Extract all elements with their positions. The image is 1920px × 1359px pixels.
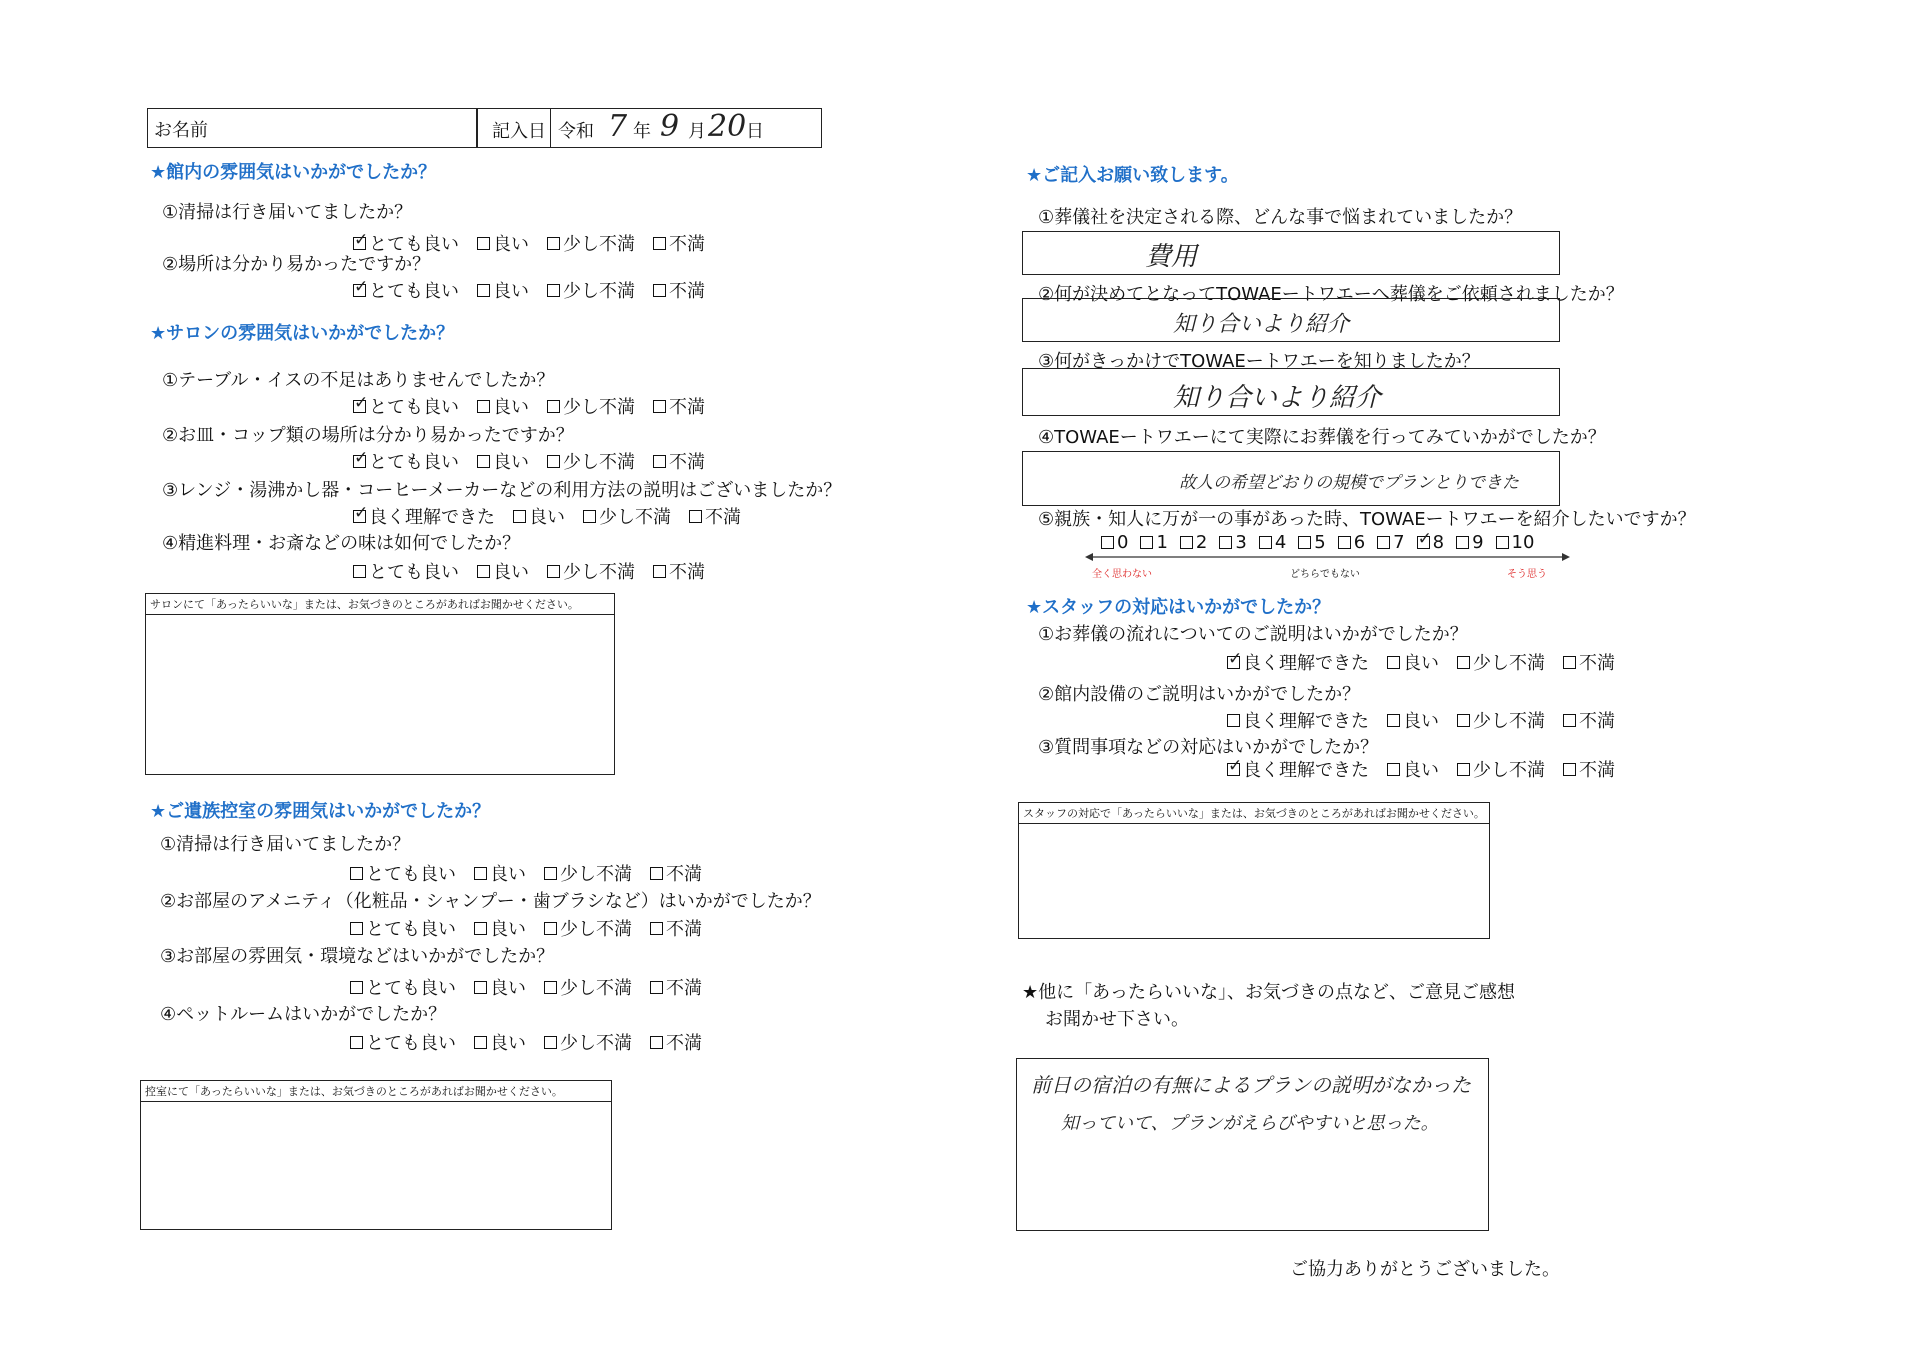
checkbox[interactable] <box>653 565 666 578</box>
checked-checkbox[interactable] <box>1417 536 1430 549</box>
option-label: 良く理解できた <box>369 507 495 528</box>
option-label: 3 <box>1235 532 1247 553</box>
request-a3-text: 知り合いより紹介 <box>1173 383 1382 413</box>
request-a1-text: 費用 <box>1145 242 1198 272</box>
salon-q1-options <box>353 393 705 419</box>
year-value: 7 <box>608 109 628 144</box>
family-room-q4-options <box>350 1029 702 1055</box>
option-label: 良い <box>1403 653 1439 674</box>
option-label: 1 <box>1156 532 1168 553</box>
option[interactable] <box>1457 649 1545 675</box>
request-q5: ⑤親族・知人に万が一の事があった時、TOWAEートワエーを紹介したいですか？ <box>1038 509 1696 530</box>
checkbox[interactable] <box>544 981 557 994</box>
option[interactable] <box>544 915 632 941</box>
option-label: 良い <box>529 507 565 528</box>
year-label: 年 <box>633 121 651 142</box>
option[interactable] <box>474 860 526 886</box>
option-label: 8 <box>1432 532 1445 553</box>
option[interactable] <box>1387 649 1439 675</box>
family-room-q1: ①清掃は行き届いてましたか？ <box>160 834 411 855</box>
option[interactable] <box>650 915 702 941</box>
salon-heading: ★サロンの雰囲気はいかがでしたか？ <box>150 323 455 344</box>
checkbox[interactable] <box>1227 714 1240 727</box>
option[interactable] <box>653 277 705 303</box>
checkbox[interactable] <box>1387 714 1400 727</box>
month-value: 9 <box>660 109 680 144</box>
checkbox[interactable] <box>474 981 487 994</box>
option-label: とても良い <box>369 281 459 302</box>
staff-q1: ①お葬儀の流れについてのご説明はいかがでしたか？ <box>1038 624 1468 645</box>
checkbox[interactable] <box>1457 714 1470 727</box>
checkbox[interactable] <box>1496 536 1509 549</box>
hall-q2: ②場所は分かり易かったですか？ <box>162 254 431 275</box>
checkbox[interactable] <box>547 400 560 413</box>
hall-q1: ①清掃は行き届いてましたか？ <box>162 202 413 223</box>
checkbox[interactable] <box>1387 763 1400 776</box>
option-label: 不満 <box>666 978 702 999</box>
date-label: 記入日 <box>492 121 546 142</box>
option[interactable] <box>1227 756 1369 782</box>
option-label: 少し不満 <box>560 919 632 940</box>
checked-checkbox[interactable] <box>353 510 366 523</box>
option[interactable] <box>1227 649 1369 675</box>
checkbox[interactable] <box>650 922 663 935</box>
option-label: 少し不満 <box>1473 711 1545 732</box>
option[interactable] <box>350 915 456 941</box>
option-label: 不満 <box>666 919 702 940</box>
option-label: 不満 <box>669 281 705 302</box>
request-a1-box[interactable] <box>1022 231 1560 275</box>
checked-checkbox[interactable] <box>353 455 366 468</box>
scale-high-label: そう思う <box>1507 569 1547 580</box>
request-heading: ★ご記入お願い致します。 <box>1026 165 1239 186</box>
checkbox[interactable] <box>474 1036 487 1049</box>
option[interactable] <box>353 393 459 419</box>
option[interactable] <box>544 860 632 886</box>
option[interactable] <box>650 1029 702 1055</box>
option[interactable] <box>650 860 702 886</box>
checked-checkbox[interactable] <box>353 237 366 250</box>
checkbox[interactable] <box>653 400 666 413</box>
checkbox[interactable] <box>1298 536 1311 549</box>
option-label: 少し不満 <box>563 397 635 418</box>
checked-checkbox[interactable] <box>1227 763 1240 776</box>
option-label: とても良い <box>369 234 459 255</box>
option-label: 少し不満 <box>1473 760 1545 781</box>
option-label: 良く理解できた <box>1243 653 1369 674</box>
checkbox[interactable] <box>1101 536 1114 549</box>
option[interactable] <box>653 230 705 256</box>
other-prompt-line2: お聞かせ下さい。 <box>1045 1009 1189 1030</box>
option-label: 良い <box>493 281 529 302</box>
checkbox[interactable] <box>1457 763 1470 776</box>
option[interactable] <box>547 393 635 419</box>
hall-heading: ★館内の雰囲気はいかがでしたか？ <box>150 162 437 183</box>
option[interactable] <box>689 503 741 529</box>
date-divider <box>550 109 551 147</box>
option[interactable] <box>650 974 702 1000</box>
option[interactable] <box>477 558 529 584</box>
request-a4-text: 故人の希望どおりの規模でプランとりできた <box>1179 473 1519 493</box>
scale-low-label: 全く思わない <box>1092 569 1152 580</box>
option[interactable] <box>477 277 529 303</box>
salon-q2: ②お皿・コップ類の場所は分かり易かったですか？ <box>162 425 574 446</box>
checkbox[interactable] <box>547 284 560 297</box>
staff-q3-options <box>1227 756 1615 782</box>
staff-q2-options <box>1227 707 1615 733</box>
checkbox[interactable] <box>650 1036 663 1049</box>
option-label: 5 <box>1314 532 1326 553</box>
option-label: 不満 <box>666 1033 702 1054</box>
day-label: 日 <box>746 121 764 142</box>
option-label: 不満 <box>1579 711 1615 732</box>
checkbox[interactable] <box>477 284 490 297</box>
option-label: 不満 <box>666 864 702 885</box>
checkbox[interactable] <box>547 237 560 250</box>
request-q1: ①葬儀社を決定される際、どんな事で悩まれていましたか？ <box>1038 207 1523 228</box>
option-label: 不満 <box>669 562 705 583</box>
checkbox[interactable] <box>1259 536 1272 549</box>
option-label: 良い <box>490 864 526 885</box>
checkbox[interactable] <box>544 922 557 935</box>
option-label: 不満 <box>669 397 705 418</box>
option[interactable] <box>353 503 495 529</box>
option[interactable] <box>477 393 529 419</box>
option-label: 不満 <box>1579 760 1615 781</box>
name-label: お名前 <box>154 120 208 141</box>
checkbox[interactable] <box>1563 656 1576 669</box>
family-room-q2-options <box>350 915 702 941</box>
month-label: 月 <box>688 121 706 142</box>
option[interactable] <box>1563 756 1615 782</box>
option-label: 良い <box>1403 760 1439 781</box>
option[interactable] <box>1457 756 1545 782</box>
option-label: 不満 <box>1579 653 1615 674</box>
staff-q2: ②館内設備のご説明はいかがでしたか？ <box>1038 684 1361 705</box>
option-label: 少し不満 <box>563 281 635 302</box>
salon-q4-options <box>353 558 705 584</box>
salon-q2-options <box>353 448 705 474</box>
option-label: 良く理解できた <box>1243 711 1369 732</box>
checkbox[interactable] <box>650 981 663 994</box>
checkbox[interactable] <box>1563 714 1576 727</box>
family-room-q3-options <box>350 974 702 1000</box>
checkbox[interactable] <box>1457 656 1470 669</box>
salon-comment-box[interactable] <box>145 593 615 775</box>
option[interactable] <box>474 915 526 941</box>
checkbox[interactable] <box>1377 536 1390 549</box>
option-label: 少し不満 <box>560 978 632 999</box>
option-label: 少し不満 <box>563 562 635 583</box>
option-label: 不満 <box>705 507 741 528</box>
checkbox[interactable] <box>474 922 487 935</box>
option-label: 良い <box>1403 711 1439 732</box>
checkbox[interactable] <box>689 510 702 523</box>
salon-q3-options <box>353 503 741 529</box>
name-field[interactable] <box>147 108 477 148</box>
option[interactable] <box>353 277 459 303</box>
staff-heading: ★スタッフの対応はいかがでしたか？ <box>1026 597 1331 618</box>
family-room-q4: ④ペットルームはいかがでしたか？ <box>160 1004 447 1025</box>
option[interactable] <box>547 230 635 256</box>
checkbox[interactable] <box>544 1036 557 1049</box>
option-label: 0 <box>1117 532 1129 553</box>
option-label: 良い <box>493 397 529 418</box>
option[interactable] <box>547 558 635 584</box>
option[interactable] <box>583 503 671 529</box>
option-label: とても良い <box>369 452 459 473</box>
option-label: とても良い <box>366 864 456 885</box>
checkbox[interactable] <box>1456 536 1469 549</box>
checkbox[interactable] <box>1140 536 1153 549</box>
checkbox[interactable] <box>350 1036 363 1049</box>
option[interactable] <box>653 393 705 419</box>
option-label: 良い <box>490 919 526 940</box>
option-label: 良く理解できた <box>1243 760 1369 781</box>
option[interactable] <box>547 448 635 474</box>
staff-q3: ③質問事項などの対応はいかがでしたか？ <box>1038 737 1379 758</box>
option[interactable] <box>547 277 635 303</box>
option-label: とても良い <box>366 919 456 940</box>
request-q4: ④TOWAEートワエーにて実際にお葬儀を行ってみていかがでしたか？ <box>1038 427 1606 448</box>
option-label: 少し不満 <box>560 864 632 885</box>
checkbox[interactable] <box>350 922 363 935</box>
option[interactable] <box>1387 707 1439 733</box>
option[interactable] <box>474 1029 526 1055</box>
checkbox[interactable] <box>583 510 596 523</box>
option-label: とても良い <box>369 397 459 418</box>
option-label: とても良い <box>369 562 459 583</box>
checkbox[interactable] <box>653 455 666 468</box>
other-answer-line1: 前日の宿泊の有無によるプランの説明がなかった <box>1031 1073 1471 1097</box>
option-label: 良い <box>490 1033 526 1054</box>
salon-comment-label: サロンにて「あったらいいな」または、お気づきのところがあればお聞かせください。 <box>146 594 614 615</box>
option[interactable] <box>477 230 529 256</box>
request-a2-box[interactable] <box>1022 298 1560 342</box>
option[interactable] <box>1457 707 1545 733</box>
other-answer-line2: 知っていて、プランがえらびやすいと思った。 <box>1061 1113 1439 1134</box>
checkbox[interactable] <box>544 867 557 880</box>
checkbox[interactable] <box>477 237 490 250</box>
option[interactable] <box>353 558 459 584</box>
family-room-q2: ②お部屋のアメニティ（化粧品・シャンプー・歯ブラシなど）はいかがでしたか？ <box>160 891 821 912</box>
staff-q1-options <box>1227 649 1615 675</box>
family-room-comment-box[interactable] <box>140 1080 612 1230</box>
checkbox[interactable] <box>350 981 363 994</box>
other-comment-box[interactable] <box>1016 1058 1489 1231</box>
scale-arrow <box>1085 550 1570 564</box>
option-label: 9 <box>1472 532 1484 553</box>
checkbox[interactable] <box>653 237 666 250</box>
checked-checkbox[interactable] <box>353 284 366 297</box>
option-label: 10 <box>1511 532 1535 553</box>
family-room-heading: ★ご遺族控室の雰囲気はいかがでしたか？ <box>150 801 491 822</box>
option-label: 少し不満 <box>563 234 635 255</box>
checkbox[interactable] <box>1219 536 1232 549</box>
option[interactable] <box>350 860 456 886</box>
checkbox[interactable] <box>477 455 490 468</box>
checkbox[interactable] <box>477 565 490 578</box>
option-label: 不満 <box>669 234 705 255</box>
request-a3-box[interactable] <box>1022 368 1560 416</box>
checkbox[interactable] <box>513 510 526 523</box>
scale-mid-label: どちらでもない <box>1290 569 1360 580</box>
salon-q4: ④精進料理・お斎などの味は如何でしたか？ <box>162 533 521 554</box>
option-label: 少し不満 <box>1473 653 1545 674</box>
checkbox[interactable] <box>547 455 560 468</box>
request-q3: ③何がきっかけでTOWAEートワエーを知りましたか？ <box>1038 351 1480 372</box>
salon-q1: ①テーブル・イスの不足はありませんでしたか？ <box>162 370 555 391</box>
option-label: 良い <box>493 562 529 583</box>
hall-q2-options <box>353 277 705 303</box>
option-label: 6 <box>1353 532 1366 553</box>
option[interactable] <box>1563 707 1615 733</box>
date-field[interactable] <box>477 108 822 148</box>
checked-checkbox[interactable] <box>353 400 366 413</box>
option-label: 良い <box>493 452 529 473</box>
option[interactable] <box>353 448 459 474</box>
salon-q3: ③レンジ・湯沸かし器・コーヒーメーカーなどの利用方法の説明はございましたか？ <box>162 480 842 501</box>
option[interactable] <box>513 503 565 529</box>
option-label: 7 <box>1393 532 1405 553</box>
era-label: 令和 <box>558 121 594 142</box>
option-label: 不満 <box>669 452 705 473</box>
family-room-q3: ③お部屋の雰囲気・環境などはいかがでしたか？ <box>160 946 555 967</box>
option-label: 少し不満 <box>599 507 671 528</box>
staff-comment-label: スタッフの対応で「あったらいいな」または、お気づきのところがあればお聞かせください。 <box>1019 803 1489 824</box>
option[interactable] <box>544 974 632 1000</box>
checkbox[interactable] <box>1563 763 1576 776</box>
other-prompt-line1: ★他に「あったらいいな」、お気づきの点など、ご意見ご感想 <box>1022 982 1515 1003</box>
option-label: 良い <box>490 978 526 999</box>
option-label: 少し不満 <box>560 1033 632 1054</box>
option-label: とても良い <box>366 1033 456 1054</box>
option-label: 良い <box>493 234 529 255</box>
option[interactable] <box>1387 756 1439 782</box>
option[interactable] <box>1563 649 1615 675</box>
checkbox[interactable] <box>353 565 366 578</box>
family-room-comment-label: 控室にて「あったらいいな」または、お気づきのところがあればお聞かせください。 <box>141 1081 611 1102</box>
checkbox[interactable] <box>350 867 363 880</box>
checkbox[interactable] <box>474 867 487 880</box>
option[interactable] <box>544 1029 632 1055</box>
request-q2: ②何が決めてとなってTOWAEートワエーへ葬儀をご依頼されましたか？ <box>1038 284 1624 305</box>
option[interactable] <box>653 558 705 584</box>
option-label: 4 <box>1274 532 1287 553</box>
option[interactable] <box>474 974 526 1000</box>
option[interactable] <box>1227 707 1369 733</box>
request-a4-box[interactable] <box>1022 451 1560 506</box>
option-label: 少し不満 <box>563 452 635 473</box>
checkbox[interactable] <box>650 867 663 880</box>
checkbox[interactable] <box>477 400 490 413</box>
checkbox[interactable] <box>653 284 666 297</box>
option-label: 2 <box>1195 532 1208 553</box>
request-a2-text: 知り合いより紹介 <box>1173 312 1350 337</box>
checkbox[interactable] <box>1338 536 1351 549</box>
day-value: 20 <box>708 109 747 144</box>
checkbox[interactable] <box>1180 536 1193 549</box>
staff-comment-box[interactable] <box>1018 802 1490 939</box>
family-room-q1-options <box>350 860 702 886</box>
option[interactable] <box>477 448 529 474</box>
option[interactable] <box>350 1029 456 1055</box>
option[interactable] <box>653 448 705 474</box>
checkbox[interactable] <box>1387 656 1400 669</box>
thanks-text: ご協力ありがとうございました。 <box>1290 1259 1560 1280</box>
option[interactable] <box>350 974 456 1000</box>
checkbox[interactable] <box>547 565 560 578</box>
option-label: とても良い <box>366 978 456 999</box>
checked-checkbox[interactable] <box>1227 656 1240 669</box>
